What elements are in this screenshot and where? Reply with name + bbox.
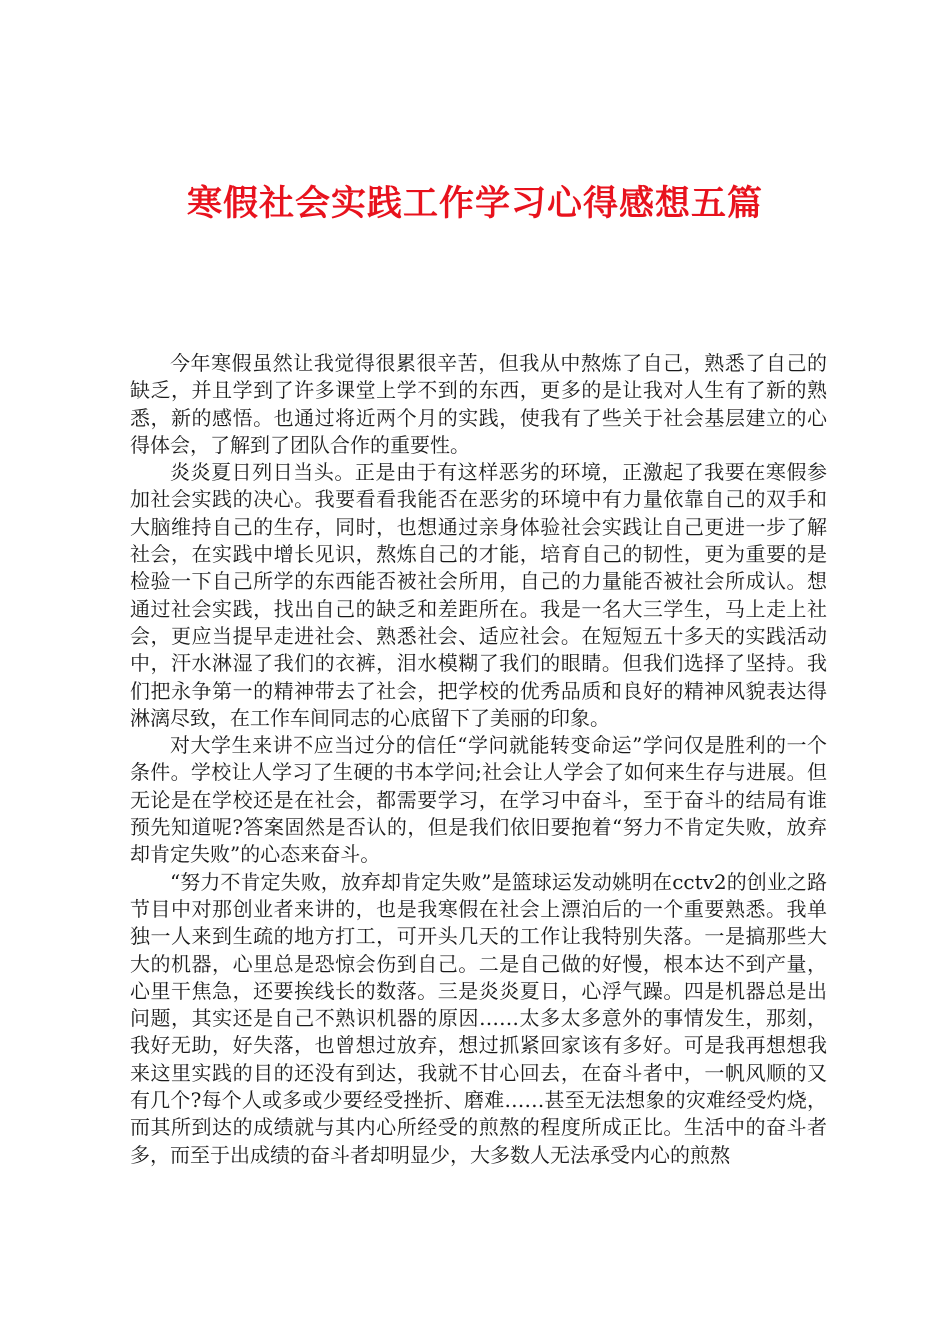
paragraph: 今年寒假虽然让我觉得很累很辛苦，但我从中熬炼了自己，熟悉了自己的缺乏，并且学到了许多课堂上学不到的东西，更多的是让我对人生有了新的熟悉，新的感悟。也通过将近两个月的实践，使我有了些关于社会基层建立的心得体会，了解到了团队合作的重要性。	[130, 351, 827, 457]
document-body	[130, 350, 827, 1169]
paragraph: “努力不肯定失败，放弃却肯定失败”是篮球运发动姚明在cctv2的创业之路节目中对那创业者来讲的，也是我寒假在社会上漂泊后的一个重要熟悉。我单独一人来到生疏的地方打工，可开头几天的工作让我特别失落。一是搞那些大大的机器，心里总是恐惊会伤到自己。二是自己做的好慢，根本达不到产量，心里干焦急，还要挨线长的数落。三是炎炎夏日，心浮气躁。四是机器总是出问题，其实还是自己不熟识机器的原因……太多太多意外的事情发生，那刻，我好无助，好失落，也曾想过放弃，想过抓紧回家该有多好。可是我再想想我来这里实践的目的还没有到达，我就不甘心回去，在奋斗者中，一帆风顺的又有几个?每个人或多或少要经受挫折、磨难……甚至无法想象的灾难经受灼烧，而其所到达的成绩就与其内心所经受的煎熬的程度所成正比。生活中的奋斗者多，而至于出成绩的奋斗者却明显少，大多数人无法承受内心的煎熬	[130, 869, 827, 1167]
paragraph: 对大学生来讲不应当过分的信任“学问就能转变命运”学问仅是胜利的一个条件。学校让人学习了生硬的书本学问;社会让人学会了如何来生存与进展。但无论是在学校还是在社会，都需要学习，在学习中奋斗，至于奋斗的结局有谁预先知道呢?答案固然是否认的，但是我们依旧要抱着“努力不肯定失败，放弃却肯定失败”的心态来奋斗。	[130, 733, 827, 867]
paragraph: 炎炎夏日列日当头。正是由于有这样恶劣的环境，正激起了我要在寒假参加社会实践的决心。我要看看我能否在恶劣的环境中有力量依靠自己的双手和大脑维持自己的生存，同时，也想通过亲身体验社会实践让自己更进一步了解社会，在实践中增长见识，熬炼自己的才能，培育自己的韧性，更为重要的是检验一下自己所学的东西能否被社会所用，自己的力量能否被社会所成认。想通过社会实践，找出自己的缺乏和差距所在。我是一名大三学生，马上走上社会，更应当提早走进社会、熟悉社会、适应社会。在短短五十多天的实践活动中，汗水淋湿了我们的衣裤，泪水模糊了我们的眼睛。但我们选择了坚持。我们把永争第一的精神带去了社会，把学校的优秀品质和良好的精神风貌表达得淋漓尽致，在工作车间同志的心底留下了美丽的印象。	[130, 460, 827, 730]
document-title: 寒假社会实践工作学习心得感想五篇	[186, 183, 763, 224]
